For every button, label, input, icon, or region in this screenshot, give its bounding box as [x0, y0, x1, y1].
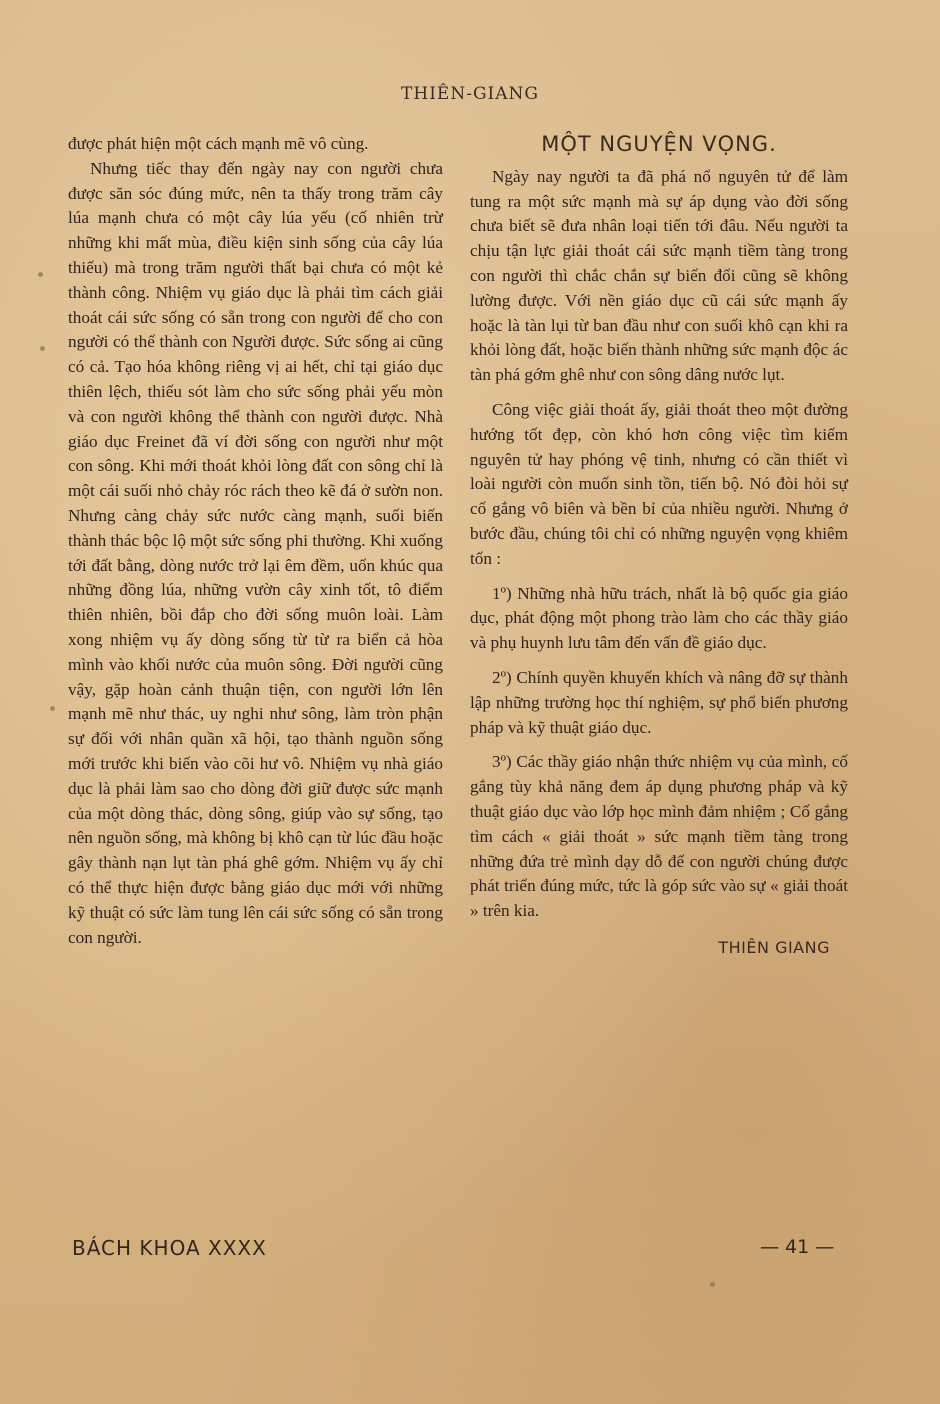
paper-speck — [50, 706, 55, 711]
right-paragraph-4: 2º) Chính quyền khuyến khích và nâng đỡ sự thành lập những trường học thí nghiệm, sự phổ biến phương pháp và kỹ thuật giáo dục. — [470, 667, 848, 737]
right-column — [470, 132, 848, 961]
left-paragraph-2: Nhưng tiếc thay đến ngày nay con người chưa được săn sóc đúng mức, nên ta thấy trong trăm cây lúa mạnh chưa có một cây lúa yếu (cố nhiên trừ những khi mất mùa, điều kiện sinh sống của cây lúa thiếu) mà trong trăm người thất bại chưa có một kẻ thành công. Nhiệm vụ giáo dục là phải tìm cách giải thoát cái sức sống có sẵn trong con người để cho con người có thể thành con Người được. Sức sống ai cũng có cả. Tạo hóa không riêng vị ai hết, chỉ tại giáo dục thiên lệch, thiếu sót làm cho sức sống phải yếu mòn và con người không thể thành con người được. Nhà giáo dục Freinet đã ví đời sống con người như một con sông. Khi mới thoát khỏi lòng đất con sông chỉ là một cái suối nhỏ chảy róc rách theo kẽ đá ở sườn non. Nhưng càng chảy sức nước càng mạnh, suối biến thành thác bộc lộ một sức sống phi thường. Khi xuống tới đất bằng, dòng nước trở lại êm đềm, uốn khúc qua những đồng lúa, những vườn cây xinh tốt, tô điểm thiên nhiên, bồi đắp cho đời sống muôn loài. Làm xong nhiệm vụ ấy dòng sống từ từ ra biển cả hòa mình vào khối nước của muôn sông. Đời người cũng vậy, gặp hoàn cảnh thuận tiện, con người lớn lên mạnh mẽ như thác, uy nghi như sông, làm tròn phận sự đối với nhân quần xã hội, tạo thành nguồn sống mới trước khi biến vào cõi hư vô. Nhiệm vụ nhà giáo dục là phải làm sao cho dòng đời giữ được sức mạnh của một dòng thác, dòng sông, giúp vào sự sống, tạo nên nguồn sống, mà không bị khô cạn từ lúc đầu hoặc gây thành nạn lụt tàn phá ghê gớm. Nhiệm vụ ấy chỉ có thể thực hiện được bằng giáo dục mới với những kỹ thuật có sức làm tung lên cái sức sống có sẵn trong con người. — [68, 158, 443, 947]
left-paragraph-1: được phát hiện một cách mạnh mẽ vô cùng. — [68, 134, 369, 153]
article-title: MỘT NGUYỆN VỌNG. — [541, 132, 777, 156]
journal-name: BÁCH KHOA XXXX — [72, 1236, 267, 1260]
right-paragraph-5: 3º) Các thầy giáo nhận thức nhiệm vụ của mình, cố gắng tùy khả năng đem áp dụng phương pháp và kỹ thuật giáo dục vào lớp học mình đảm nhiệm ; Cố gắng tìm cách « giải thoát » sức mạnh tiềm tàng trong những đứa trẻ mình dạy dỗ để con người chúng được phát triển đúng mức, tức là góp sức vào sự « giải thoát » trên kia. — [470, 752, 848, 921]
running-header: THIÊN-GIANG — [401, 84, 539, 104]
right-paragraph-3: 1º) Những nhà hữu trách, nhất là bộ quốc gia giáo dục, phát động một phong trào làm cho các thầy giáo và phụ huynh lưu tâm đến vấn đề giáo dục. — [470, 583, 848, 653]
paper-speck — [38, 272, 43, 277]
right-paragraph-1: Ngày nay người ta đã phá nổ nguyên tử để làm tung ra một sức mạnh mà sự áp dụng vào đời sống chưa biết sẽ đưa nhân loại tiến tới đâu. Nếu người ta chịu tận lực giải thoát cái sức mạnh tiềm tàng trong con người thì chắc chắn sự biến đổi cũng sẽ không lường được. Với nền giáo dục cũ cái sức mạnh ấy hoặc là tàn lụi từ ban đầu như con suối khô cạn khi ra khỏi lòng đất, hoặc biến thành những sức mạnh độc ác tàn phá gớm ghê như con sông dâng nước lụt. — [470, 166, 848, 385]
paper-speck — [40, 346, 45, 351]
author-signature: THIÊN GIANG — [718, 937, 830, 957]
page-number: — 41 — — [760, 1236, 835, 1258]
paper-speck — [710, 1282, 715, 1287]
left-column — [68, 132, 443, 950]
right-paragraph-2: Công việc giải thoát ấy, giải thoát theo một đường hướng tốt đẹp, còn khó hơn công việc tìm kiếm nguyên tử hay phóng vệ tinh, nhưng có cần thiết vì loài người còn muốn sinh tồn, tiến bộ. Nó đòi hỏi sự cố gắng vô biên và bền bỉ của nhiều người. Nhưng ở bước đầu, chúng tôi chỉ có những nguyện vọng khiêm tốn : — [470, 399, 848, 568]
